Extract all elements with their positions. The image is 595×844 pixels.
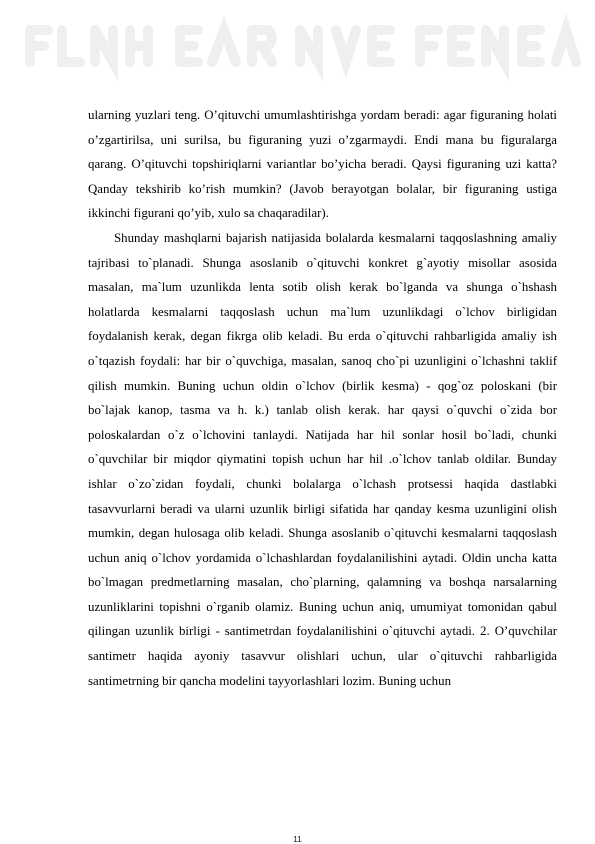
document-body [88,103,557,693]
page-number: 11 [293,834,302,844]
paragraph-2: Shunday mashqlarni bajarish natijasida bolalarda kesmalarni taqqoslashning amaliy tajribasi to`planadi. Shunga asoslanib o`qituvchi konkret g`ayotiy misollar asosida masalan, ma`lum uzunlikda lenta sotib olish kerak bo`lganda va shunga o`hshash holatlarda kesmalarni taqqoslash uchun ma`lum uzunlikdagi o`lchov birligidan foydalanish kerak, degan fikrga olib keladi. Bu erda o`qituvchi rahbarligida amaliy ish o`tqazish foydali: har bir o`quvchiga, masalan, sanoq cho`pi uzunligini o`lchashni taklif qilish mumkin. Buning uchun oldin o`lchov (birlik kesma) - qog`oz poloskani (bir bo`lajak kanop, tasma va h. k.) tanlab olish kerak. har qaysi o`quvchi o`zida bor poloskalardan o`z o`lchovini tanlaydi. Natijada har hil sonlar hosil bo`ladi, chunki o`quvchilar bir miqdor qiymatini topish uchun har hil .o`lchov tanlab oldilar. Bunday ishlar o`zo`zidan foydali, chunki bolalarga o`lchash protsessi haqida dastlabki tasavvurlarni beradi va ularni uzunlik birligi sifatida har qanday kesma uzunligini olish mumkin, degan hulosaga olib keladi. Shunga asoslanib o`qituvchi kesmalarni taqqoslash uchun aniq o`lchov yordamida o`lchashlardan foydalanilishini aytadi. Oldin uncha katta bo`lmagan predmetlarning masalan, cho`plarning, qalamning va boshqa narsalarning uzunliklarini topishni o`rganib olamiz. Buning uchun aniq, umumiyat tomonidan qabul qilingan uzunlik birligi - santimetrdan foydalanilishini o`qituvchi aytadi. 2. O’quvchilar santimetr haqida ayoniy tasavvur olishlari uchun, ular o`qituvchi rahbarligida santimetrning bir qancha modelini tayyorlashlari lozim. Buning uchun [88,230,557,688]
paragraph-1: ularning yuzlari teng. O’qituvchi umumlashtirishga yordam beradi: agar figuraning holati o’zgartirilsa, uni surilsa, bu figuraning yuzi o’zgarmaydi. Endi mana bu figuralarga qarang. O’qituvchi topshiriqlarni variantlar bo’yicha beradi. Qaysi figuraning uzi katta? Qanday tekshirib ko’rish mumkin? (Javob berayotgan bolalar, bir figuraning ustiga ikkinchi figurani qo’yib, xulo sa chaqaradilar). [88,108,557,221]
